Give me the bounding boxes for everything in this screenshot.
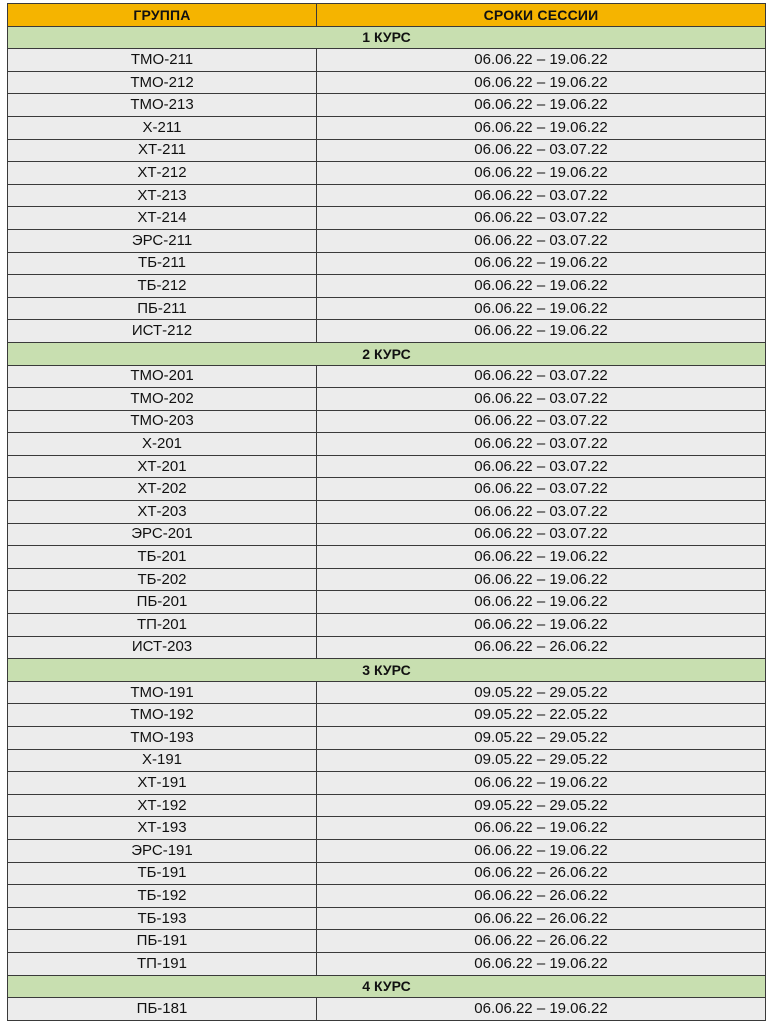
table-row <box>8 681 766 704</box>
session-dates-cell: 06.06.22 – 19.06.22 <box>317 162 766 185</box>
group-cell: ПБ-211 <box>8 297 317 320</box>
table-row <box>8 862 766 885</box>
session-dates-cell: 06.06.22 – 26.06.22 <box>317 636 766 659</box>
group-cell: ТБ-201 <box>8 546 317 569</box>
session-dates-cell: 06.06.22 – 03.07.22 <box>317 523 766 546</box>
session-dates-cell: 06.06.22 – 19.06.22 <box>317 839 766 862</box>
session-dates-cell: 06.06.22 – 03.07.22 <box>317 410 766 433</box>
group-cell: ЭРС-211 <box>8 229 317 252</box>
column-header-dates: СРОКИ СЕССИИ <box>317 4 766 27</box>
session-dates-cell: 06.06.22 – 03.07.22 <box>317 388 766 411</box>
group-cell: ПБ-181 <box>8 998 317 1021</box>
group-cell: ХТ-201 <box>8 455 317 478</box>
section-title: 3 КУРС <box>8 659 766 682</box>
group-cell: ТМО-212 <box>8 71 317 94</box>
table-row <box>8 952 766 975</box>
section-row <box>8 342 766 365</box>
group-cell: ТМО-201 <box>8 365 317 388</box>
session-dates-cell: 06.06.22 – 03.07.22 <box>317 478 766 501</box>
table-row <box>8 749 766 772</box>
table-row <box>8 49 766 72</box>
group-cell: ТМО-191 <box>8 681 317 704</box>
table-row <box>8 546 766 569</box>
group-cell: ХТ-213 <box>8 184 317 207</box>
session-dates-cell: 06.06.22 – 19.06.22 <box>317 71 766 94</box>
group-cell: ТБ-202 <box>8 568 317 591</box>
group-cell: ТБ-192 <box>8 885 317 908</box>
group-cell: ТБ-191 <box>8 862 317 885</box>
group-cell: ТБ-211 <box>8 252 317 275</box>
session-dates-cell: 06.06.22 – 19.06.22 <box>317 952 766 975</box>
group-cell: ХТ-203 <box>8 501 317 524</box>
group-cell: ХТ-191 <box>8 772 317 795</box>
group-cell: ПБ-191 <box>8 930 317 953</box>
session-dates-cell: 06.06.22 – 03.07.22 <box>317 501 766 524</box>
group-cell: ХТ-192 <box>8 794 317 817</box>
table-row <box>8 794 766 817</box>
group-cell: ХТ-202 <box>8 478 317 501</box>
table-row <box>8 930 766 953</box>
session-dates-cell: 06.06.22 – 26.06.22 <box>317 885 766 908</box>
section-title: 4 КУРС <box>8 975 766 998</box>
session-dates-cell: 06.06.22 – 19.06.22 <box>317 998 766 1021</box>
table-row <box>8 523 766 546</box>
group-cell: Х-211 <box>8 116 317 139</box>
session-dates-cell: 06.06.22 – 19.06.22 <box>317 772 766 795</box>
table-row <box>8 907 766 930</box>
session-dates-cell: 06.06.22 – 26.06.22 <box>317 862 766 885</box>
table-row <box>8 320 766 343</box>
table-row <box>8 365 766 388</box>
group-cell: ХТ-193 <box>8 817 317 840</box>
session-dates-cell: 06.06.22 – 03.07.22 <box>317 139 766 162</box>
group-cell: ХТ-211 <box>8 139 317 162</box>
group-cell: ЭРС-201 <box>8 523 317 546</box>
group-cell: ТМО-203 <box>8 410 317 433</box>
table-row <box>8 478 766 501</box>
session-dates-cell: 06.06.22 – 19.06.22 <box>317 275 766 298</box>
session-schedule-table <box>7 3 766 1021</box>
group-cell: ТМО-211 <box>8 49 317 72</box>
table-row <box>8 71 766 94</box>
table-row <box>8 704 766 727</box>
group-cell: ТБ-193 <box>8 907 317 930</box>
group-cell: ТМО-192 <box>8 704 317 727</box>
session-dates-cell: 06.06.22 – 19.06.22 <box>317 49 766 72</box>
table-row <box>8 817 766 840</box>
table-row <box>8 229 766 252</box>
table-row <box>8 591 766 614</box>
table-row <box>8 410 766 433</box>
table-row <box>8 614 766 637</box>
section-row <box>8 26 766 49</box>
table-row <box>8 501 766 524</box>
session-dates-cell: 06.06.22 – 26.06.22 <box>317 907 766 930</box>
group-cell: ХТ-214 <box>8 207 317 230</box>
session-dates-cell: 06.06.22 – 19.06.22 <box>317 568 766 591</box>
session-dates-cell: 06.06.22 – 26.06.22 <box>317 930 766 953</box>
session-dates-cell: 06.06.22 – 19.06.22 <box>317 297 766 320</box>
group-cell: ТП-191 <box>8 952 317 975</box>
session-dates-cell: 06.06.22 – 03.07.22 <box>317 455 766 478</box>
session-dates-cell: 09.05.22 – 29.05.22 <box>317 794 766 817</box>
group-cell: Х-201 <box>8 433 317 456</box>
session-dates-cell: 06.06.22 – 19.06.22 <box>317 614 766 637</box>
session-dates-cell: 06.06.22 – 19.06.22 <box>317 320 766 343</box>
table-row <box>8 207 766 230</box>
table-row <box>8 275 766 298</box>
group-cell: ИСТ-212 <box>8 320 317 343</box>
session-dates-cell: 06.06.22 – 03.07.22 <box>317 365 766 388</box>
table-row <box>8 252 766 275</box>
session-dates-cell: 06.06.22 – 03.07.22 <box>317 184 766 207</box>
session-dates-cell: 06.06.22 – 19.06.22 <box>317 546 766 569</box>
session-dates-cell: 06.06.22 – 19.06.22 <box>317 252 766 275</box>
table-row <box>8 162 766 185</box>
session-dates-cell: 06.06.22 – 03.07.22 <box>317 229 766 252</box>
group-cell: ТМО-202 <box>8 388 317 411</box>
table-row <box>8 839 766 862</box>
group-cell: ЭРС-191 <box>8 839 317 862</box>
table-row <box>8 116 766 139</box>
table-row <box>8 885 766 908</box>
table-row <box>8 139 766 162</box>
column-header-group: ГРУППА <box>8 4 317 27</box>
table-row <box>8 184 766 207</box>
table-row <box>8 94 766 117</box>
table-row <box>8 388 766 411</box>
session-dates-cell: 06.06.22 – 19.06.22 <box>317 94 766 117</box>
table-row <box>8 998 766 1021</box>
session-dates-cell: 06.06.22 – 19.06.22 <box>317 591 766 614</box>
group-cell: ХТ-212 <box>8 162 317 185</box>
group-cell: ПБ-201 <box>8 591 317 614</box>
session-dates-cell: 06.06.22 – 03.07.22 <box>317 207 766 230</box>
table-row <box>8 772 766 795</box>
table-row <box>8 455 766 478</box>
group-cell: ТБ-212 <box>8 275 317 298</box>
session-dates-cell: 09.05.22 – 29.05.22 <box>317 681 766 704</box>
group-cell: ТМО-193 <box>8 727 317 750</box>
section-row <box>8 975 766 998</box>
session-dates-cell: 09.05.22 – 29.05.22 <box>317 749 766 772</box>
section-title: 1 КУРС <box>8 26 766 49</box>
table-row <box>8 727 766 750</box>
session-dates-cell: 06.06.22 – 03.07.22 <box>317 433 766 456</box>
session-dates-cell: 09.05.22 – 22.05.22 <box>317 704 766 727</box>
session-dates-cell: 06.06.22 – 19.06.22 <box>317 116 766 139</box>
session-dates-cell: 09.05.22 – 29.05.22 <box>317 727 766 750</box>
group-cell: ИСТ-203 <box>8 636 317 659</box>
table-header-row <box>8 4 766 27</box>
section-title: 2 КУРС <box>8 342 766 365</box>
group-cell: ТМО-213 <box>8 94 317 117</box>
table-body <box>8 26 766 1020</box>
table-row <box>8 636 766 659</box>
section-row <box>8 659 766 682</box>
table-row <box>8 568 766 591</box>
group-cell: Х-191 <box>8 749 317 772</box>
table-row <box>8 433 766 456</box>
session-dates-cell: 06.06.22 – 19.06.22 <box>317 817 766 840</box>
group-cell: ТП-201 <box>8 614 317 637</box>
table-row <box>8 297 766 320</box>
